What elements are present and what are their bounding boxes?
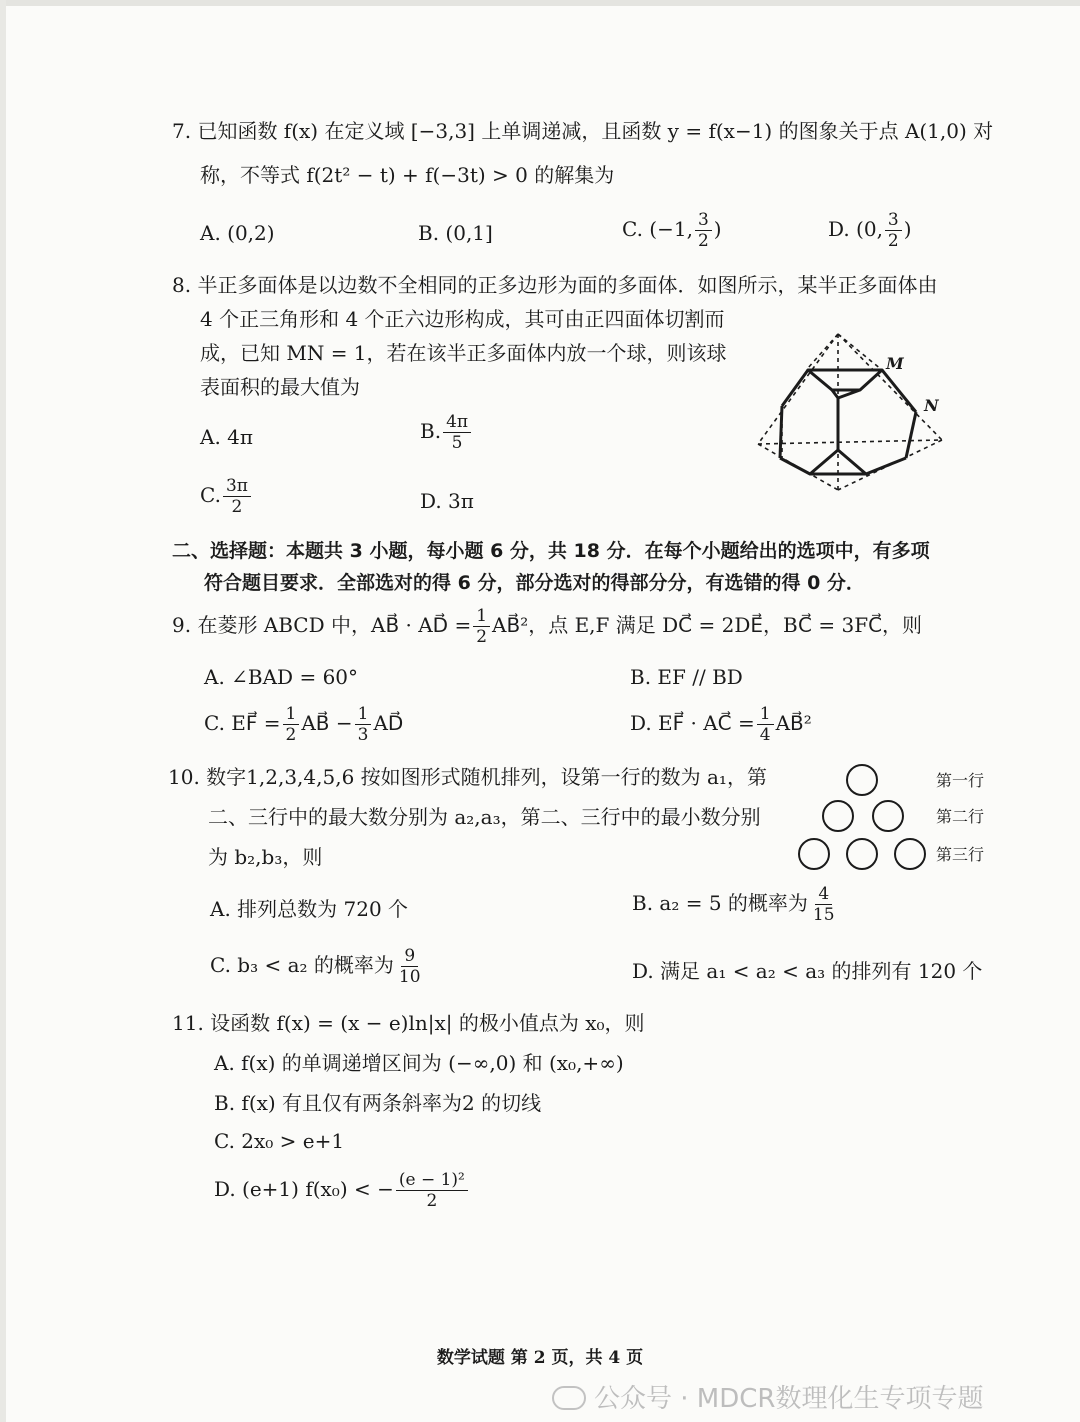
- q10-option-c-den: 10: [398, 967, 421, 987]
- q11-option-d-num: (e − 1)²: [396, 1170, 468, 1191]
- figure-dashed-edge-2: [838, 334, 942, 440]
- wechat-logo-icon: [552, 1386, 586, 1410]
- section-2-line2: 符合题目要求．全部选对的得 6 分，部分选对的得部分分，有选错的得 0 分．: [204, 572, 865, 594]
- q8-option-c-num: 3π: [223, 476, 251, 497]
- q9-option-c-den1: 2: [285, 725, 297, 745]
- q10-stem-line2: 二、三行中的最大数分别为 a₂,a₃，第二、三行中的最小数分别: [208, 805, 761, 829]
- arrangement-circle-r2-2: [872, 800, 904, 832]
- q10-option-c-num: 9: [401, 946, 418, 967]
- q8-stem-line4: 表面积的最大值为: [200, 375, 360, 399]
- q7-option-b: B. (0,1]: [418, 221, 493, 245]
- scan-edge-left: [0, 0, 6, 1422]
- q8-option-b-pre: B.: [420, 419, 442, 443]
- page-footer: 数学试题 第 2 页，共 4 页: [436, 1348, 644, 1368]
- q11-option-c: C. 2x₀ > e+1: [214, 1129, 345, 1153]
- row-label-1: 第一行: [936, 771, 985, 790]
- q10-option-b-num: 4: [815, 884, 832, 905]
- q9-option-b: B. EF // BD: [630, 665, 743, 689]
- q8-option-c: [200, 476, 253, 517]
- q7-option-d-fraction: [885, 210, 902, 251]
- q11-option-d: [214, 1170, 470, 1211]
- q10-option-b: [632, 884, 840, 925]
- q7-option-d-post: ): [903, 217, 912, 241]
- q7-stem-line2: 称，不等式 f(2t² − t) + f(−3t) > 0 的解集为: [200, 163, 615, 187]
- q7-option-a: A. (0,2): [200, 221, 275, 245]
- figure-edge-i: [866, 458, 906, 474]
- figure-label-m: M: [886, 354, 904, 373]
- q8-option-d: D. 3π: [420, 489, 474, 513]
- q9-option-d-den: 4: [759, 725, 771, 745]
- q9-option-d-pre: D. EF⃗ · AC⃗ =: [630, 711, 755, 735]
- q11-option-b: B. f(x) 有且仅有两条斜率为2 的切线: [214, 1091, 542, 1115]
- q9-option-d: [630, 704, 812, 745]
- q7-option-c-post: ): [713, 217, 722, 241]
- q9-stem-post: AB⃗²，点 E,F 满足 DC⃗ = 2DE⃗，BC⃗ = 3FC⃗，则: [492, 613, 923, 637]
- q9-option-d-post: AB⃗²: [775, 711, 812, 735]
- q10-option-b-den: 15: [812, 905, 835, 925]
- q9-option-c-post: AD⃗: [373, 711, 404, 735]
- q10-option-b-pre: B. a₂ = 5 的概率为: [632, 891, 808, 915]
- q7-option-c-pre: C. (−1,: [622, 217, 693, 241]
- arrangement-circle-r2-1: [822, 800, 854, 832]
- q8-option-c-pre: C.: [200, 483, 221, 507]
- q11-stem: 11. 设函数 f(x) = (x − e)ln|x| 的极小值点为 x₀，则: [172, 1011, 645, 1035]
- q9-option-c-fraction-2: [355, 704, 372, 745]
- arrangement-circle-r3-2: [846, 838, 878, 870]
- figure-edge-c: [882, 370, 916, 412]
- q10-option-c-fraction: [396, 946, 424, 987]
- q8-option-b: [420, 412, 473, 453]
- q8-option-b-den: 5: [451, 433, 463, 453]
- row-label-2: 第二行: [936, 807, 985, 826]
- q11-option-a: A. f(x) 的单调递增区间为 (−∞,0) 和 (x₀,+∞): [214, 1051, 624, 1075]
- figure-edge-d: [906, 412, 916, 458]
- q8-option-b-num: 4π: [443, 412, 471, 433]
- q7-option-d-pre: D. (0,: [828, 217, 883, 241]
- section-2-line1: 二、选择题：本题共 3 小题，每小题 6 分，共 18 分．在每个小题给出的选项中，有多项: [172, 540, 930, 562]
- q9-option-d-num: 1: [757, 704, 774, 725]
- figure-dashed-edge-6: [758, 440, 942, 444]
- q9-option-a: A. ∠BAD = 60°: [204, 665, 359, 689]
- q8-option-a: A. 4π: [200, 425, 254, 449]
- q11-option-d-den: 2: [426, 1191, 438, 1211]
- q9-stem-pre: 9. 在菱形 ABCD 中，AB⃗ · AD⃗ =: [172, 613, 472, 637]
- figure-edge-b: [780, 406, 782, 458]
- q10-stem-line3: 为 b₂,b₃，则: [208, 845, 323, 869]
- arrangement-circle-r3-3: [894, 838, 926, 870]
- q9-option-c: [204, 704, 403, 745]
- q11-option-d-fraction: [396, 1170, 468, 1211]
- q7-option-c: [622, 210, 722, 251]
- watermark-text: 公众号 · MDCR数理化生专项专题: [594, 1384, 984, 1414]
- q7-option-d-num: 3: [885, 210, 902, 231]
- row-label-3: 第三行: [936, 845, 985, 864]
- figure-edge-h: [780, 458, 810, 474]
- q9-stem-fraction: [473, 606, 490, 647]
- q9-option-c-mid: AB⃗ −: [301, 711, 353, 735]
- q11-option-d-pre: D. (e+1) f(x₀) < −: [214, 1177, 394, 1201]
- q9-stem: [172, 606, 922, 647]
- q9-stem-num: 1: [473, 606, 490, 627]
- q9-option-d-fraction: [757, 704, 774, 745]
- q10-option-d: D. 满足 a₁ < a₂ < a₃ 的排列有 120 个: [632, 959, 983, 983]
- q8-stem-line3: 成，已知 MN = 1，若在该半正多面体内放一个球，则该球: [200, 341, 727, 365]
- arrangement-circle-r1-1: [846, 764, 878, 796]
- q10-option-a: A. 排列总数为 720 个: [210, 897, 409, 921]
- figure-top-triangle: [808, 370, 882, 390]
- figure-dashed-edge-8: [838, 334, 882, 370]
- q10-option-b-fraction: [810, 884, 838, 925]
- q8-stem-line1: 8. 半正多面体是以边数不全相同的正多边形为面的多面体．如图所示，某半正多面体由: [172, 273, 938, 297]
- q7-option-c-den: 2: [697, 231, 709, 251]
- q7-option-d: [828, 210, 912, 251]
- q7-option-c-fraction: [695, 210, 712, 251]
- truncated-tetrahedron-figure: [752, 326, 952, 498]
- arrangement-circle-r3-1: [798, 838, 830, 870]
- q8-stem-line2: 4 个正三角形和 4 个正六边形构成，其可由正四面体切割而: [200, 307, 725, 331]
- q9-stem-den: 2: [476, 627, 488, 647]
- q9-option-c-den2: 3: [357, 725, 369, 745]
- q8-option-c-fraction: [223, 476, 251, 517]
- figure-label-n: N: [924, 396, 939, 415]
- q10-stem-line1: 10. 数字1,2,3,4,5,6 按如图形式随机排列，设第一行的数为 a₁，第: [168, 765, 767, 789]
- figure-edge-a: [782, 370, 808, 406]
- q7-option-d-den: 2: [887, 231, 899, 251]
- q8-option-b-fraction: [443, 412, 471, 453]
- figure-dashed-edge-7: [808, 334, 838, 368]
- figure-dashed-edge-1: [758, 334, 838, 444]
- q7-option-c-num: 3: [695, 210, 712, 231]
- q8-option-c-den: 2: [231, 497, 243, 517]
- q10-option-c: [210, 946, 426, 987]
- q9-option-c-pre: C. EF⃗ =: [204, 711, 281, 735]
- q9-option-c-num1: 1: [283, 704, 300, 725]
- q9-option-c-num2: 1: [355, 704, 372, 725]
- scan-edge-top: [0, 0, 1080, 6]
- q10-option-c-pre: C. b₃ < a₂ 的概率为: [210, 953, 394, 977]
- q7-stem-line1: 7. 已知函数 f(x) 在定义域 [−3,3] 上单调递减，且函数 y = f(x−1) 的图象关于点 A(1,0) 对: [172, 119, 994, 143]
- q9-option-c-fraction-1: [283, 704, 300, 745]
